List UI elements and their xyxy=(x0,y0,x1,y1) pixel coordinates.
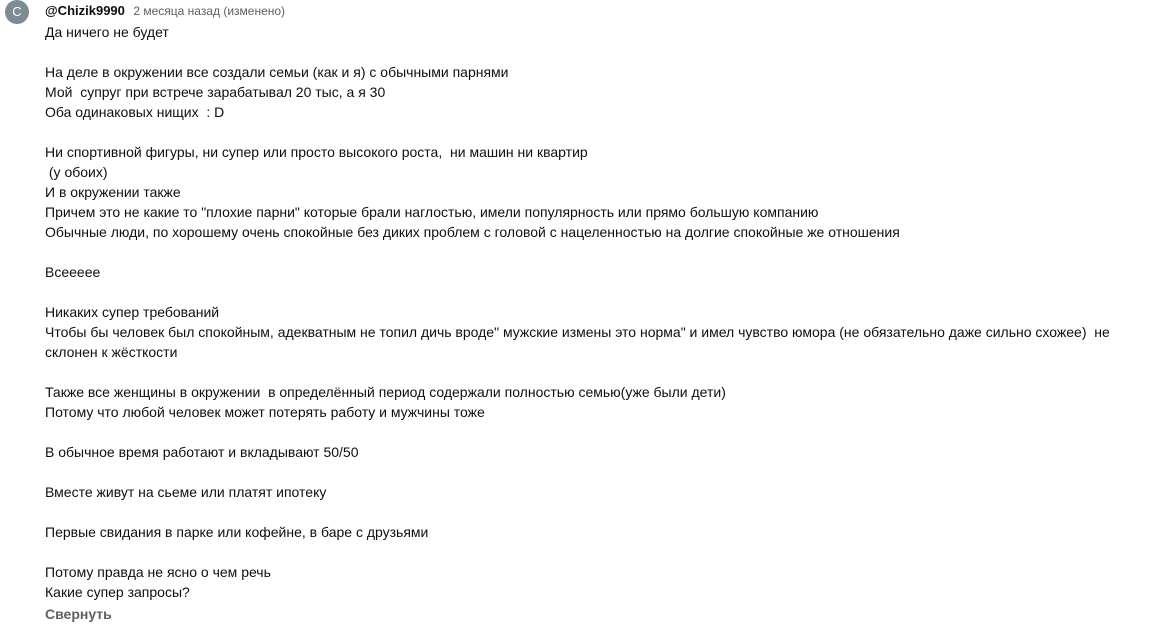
comment-line xyxy=(45,462,1145,482)
comment-line: (у обоих) xyxy=(45,164,108,180)
comment-line: Ни спортивной фигуры, ни супер или просто высокого роста, ни машин ни квартир xyxy=(45,144,588,160)
comment-body xyxy=(45,0,1145,624)
comment-line xyxy=(45,422,1145,442)
comment-line: Какие супер запросы? xyxy=(45,584,190,600)
comment-line: Обычные люди, по хорошему очень спокойные без диких проблем с головой с нацеленностью на долгие спокойные же отношения xyxy=(45,224,900,240)
comment-line xyxy=(45,42,1145,62)
comment-text xyxy=(45,22,1145,602)
comment-line: Мой супруг при встрече зарабатывал 20 тыс, а я 30 xyxy=(45,84,386,100)
comment-header xyxy=(45,0,1145,22)
comment-line xyxy=(45,242,1145,262)
comment-line xyxy=(45,542,1145,562)
comment-line: Оба одинаковых нищих : D xyxy=(45,104,225,120)
comment-line xyxy=(45,282,1145,302)
comment-line: Никаких супер требований xyxy=(45,304,220,320)
comment-timestamp-link[interactable]: 2 месяца назад (изменено) xyxy=(133,4,286,18)
collapse-button[interactable]: Свернуть xyxy=(45,606,112,622)
comment-line: Потому что любой человек может потерять работу и мужчины тоже xyxy=(45,404,485,420)
comment-line: На деле в окружении все создали семьи (как и я) с обычными парнями xyxy=(45,64,509,80)
comment-line: Первые свидания в парке или кофейне, в баре с друзьями xyxy=(45,524,429,540)
comment-line xyxy=(45,122,1145,142)
comment-line: В обычное время работают и вкладывают 50/50 xyxy=(45,444,359,460)
comment-line: Также все женщины в окружении в определённый период содержали полностью семью(уже были дети) xyxy=(45,384,726,400)
comment-line: Причем это не какие то "плохие парни" которые брали наглостью, имели популярность или прямо большую компанию xyxy=(45,204,819,220)
comment-line: Да ничего не будет xyxy=(45,24,169,40)
comment-line: Вместе живут на сьеме или платят ипотеку xyxy=(45,484,327,500)
comment-line xyxy=(45,362,1145,382)
comment-line: Чтобы бы человек был спокойным, адекватным не топил дичь вроде" мужские измены это норма" и имел чувство юмора (не обязательно даже сильно схожее) не склонен к жёсткости xyxy=(45,324,1114,360)
comment-line: Потому правда не ясно о чем речь xyxy=(45,564,271,580)
comment-line xyxy=(45,502,1145,522)
avatar[interactable] xyxy=(5,0,29,24)
author-name-link[interactable]: @Chizik9990 xyxy=(45,3,125,18)
avatar-letter: С xyxy=(12,4,22,19)
comment-line: И в окружении также xyxy=(45,184,181,200)
comment-line: Всеееее xyxy=(45,264,101,280)
